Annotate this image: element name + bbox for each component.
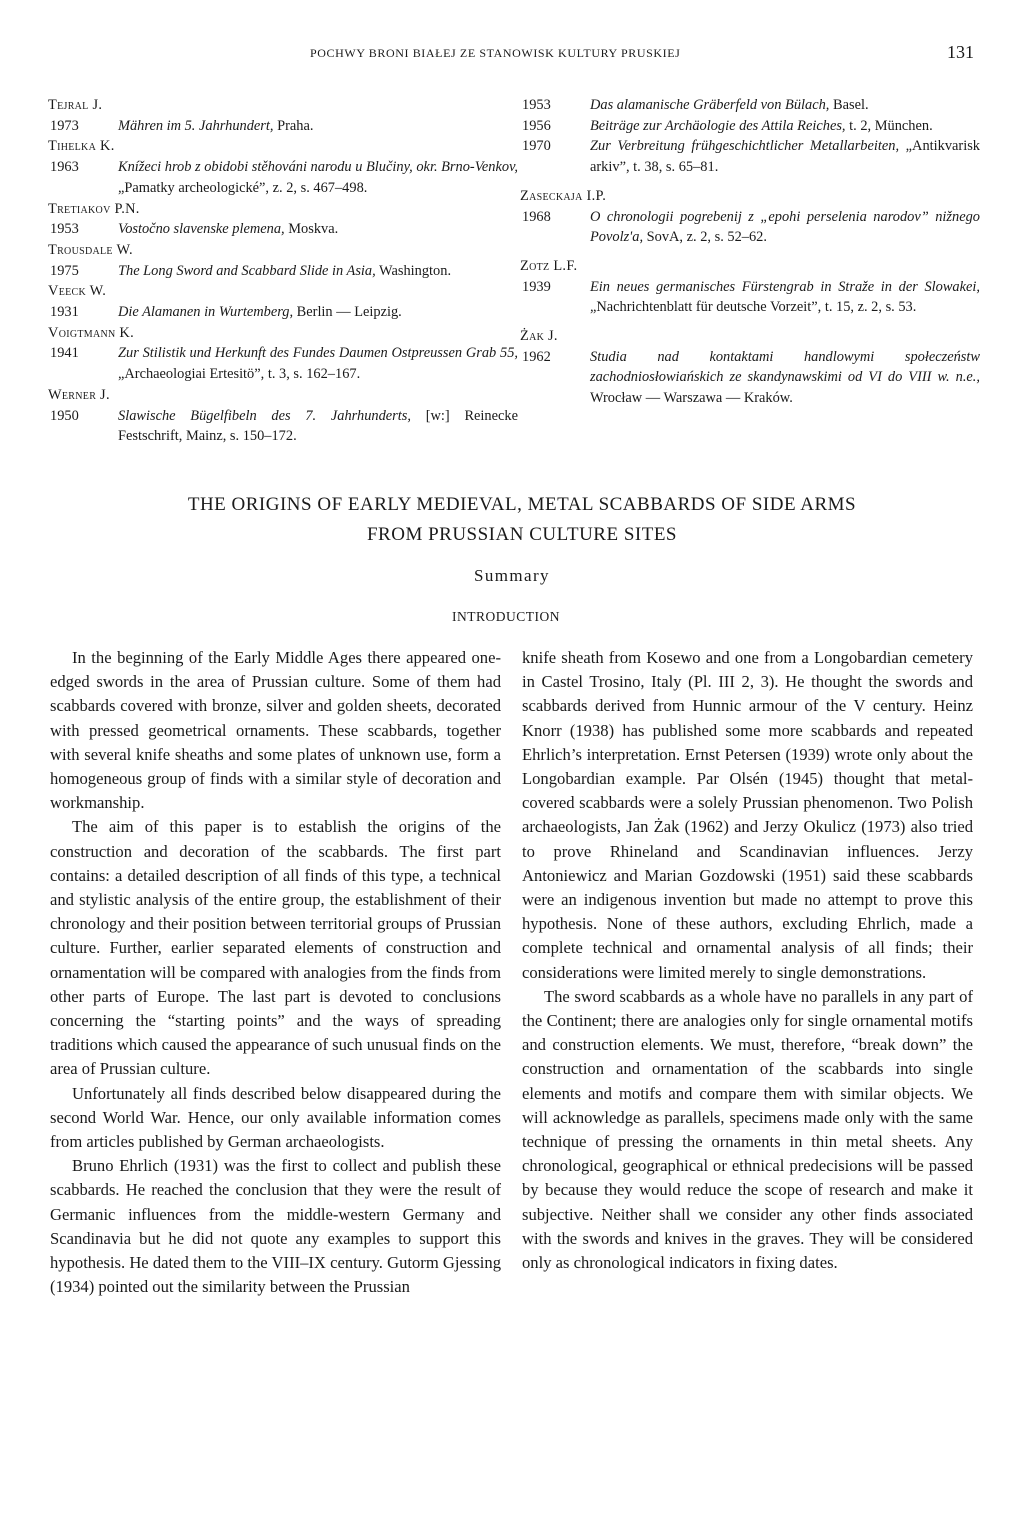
bib-entry — [520, 136, 980, 177]
bib-text — [118, 116, 518, 137]
bib-text — [590, 136, 980, 177]
bib-title: The Long Sword and Scabbard Slide in Asia, — [118, 262, 376, 279]
bib-title: Zur Verbreitung frühgeschichtlicher Metallarbeiten, — [590, 138, 900, 155]
bib-entry — [48, 219, 518, 240]
bib-text — [118, 406, 518, 447]
bib-year: 1941 — [50, 345, 79, 362]
body-left-column — [50, 646, 501, 1299]
body-paragraph: knife sheath from Kosewo and one from a Longobardian cemetery in Castel Trosino, Italy (Pl. III 2, 3). He thought the swords and scabbards derived from Hunnic armour of the V century. Heinz Knorr (1938) has published some more scabbards and repeated Ehrlich’s interpretation. Ernst Petersen (1939) wrote only about the Longobardian example. Par Olsén (1945) thought that metal-covered scabbards were a solely Prussian phenomenon. Two Polish archaeologists, Jan Żak (1962) and Jerzy Okulicz (1973) also tried to prove Rhineland and Scandinavian influences. Jerzy Antoniewicz and Marian Gozdowski (1951) said these scabbards were an indigenous invention but made no attempt to prove this hypothesis. None of these authors, excluding Ehrlich, made a complete technical and ornamental analysis of all finds; their considerations were limited merely to single demonstrations. — [522, 648, 973, 982]
bib-text — [590, 116, 980, 137]
bib-author: Tejral J. — [48, 97, 103, 113]
bib-year: 1975 — [50, 262, 79, 279]
bib-details: „Archaeologiai Ertesitö”, t. 3, s. 162–167. — [118, 366, 361, 383]
article-title-line: THE ORIGINS OF EARLY MEDIEVAL, METAL SCABBARDS OF SIDE ARMS — [187, 494, 857, 515]
bib-title: Zur Stilistik und Herkunft des Fundes Daumen Ostpreussen Grab 55, — [118, 345, 518, 362]
bib-details: „Pamatky archeologické”, z. 2, s. 467–498. — [118, 179, 368, 196]
bib-title: Knížeci hrob z obidobi stěhováni narodu u Blučiny, okr. Brno-Venkov, — [118, 159, 518, 176]
bib-text — [590, 95, 980, 116]
bib-entry — [48, 157, 518, 198]
bib-entry — [48, 261, 518, 282]
bib-year: 1953 — [522, 97, 551, 113]
bib-title: O chronologii pogrebenij z „epohi perselenia narodov” nižnego Povolz'a, — [590, 208, 980, 246]
bib-year: 1939 — [522, 278, 551, 295]
bib-text — [118, 302, 518, 323]
article-title-line: FROM PRUSSIAN CULTURE SITES — [366, 524, 677, 545]
bib-title: Vostočno slavenske plemena, — [118, 221, 285, 238]
bib-text — [118, 261, 518, 282]
bib-text — [118, 343, 518, 384]
bibliography-left-column — [48, 95, 518, 447]
article-title — [60, 490, 984, 550]
bib-entry — [520, 116, 980, 137]
bib-details: [w:] Reinecke Festschrift, Mainz, s. 150–172. — [118, 407, 518, 445]
bib-title: Die Alamanen in Wurtemberg, — [118, 304, 294, 321]
body-paragraph: Unfortunately all finds described below disappeared during the second World War. Hence, our only available information comes from articles published by German archaeologists. — [50, 1083, 501, 1152]
body-paragraph: In the beginning of the Early Middle Ages there appeared one-edged swords in the area of Prussian culture. Some of them had scabbards covered with bronze, silver and golden sheets, decorated with pressed geometrical ornaments. These scabbards, together with several knife sheaths and some plates of unknown use, form a homogeneous group of finds with a similar style of decoration and workmanship. — [50, 648, 501, 813]
bib-entry — [520, 347, 980, 409]
bib-details: „Nachrichtenblatt für deutsche Vorzeit”, t. 15, z. 2, s. 53. — [590, 299, 917, 316]
bib-author: Zaseckaja I.P. — [520, 187, 607, 204]
bib-year: 1953 — [50, 221, 79, 238]
bib-details: „Antikvarisk arkiv”, t. 38, s. 65–81. — [590, 138, 981, 176]
bib-author: Trousdale W. — [48, 241, 133, 258]
bib-title: Mähren im 5. Jahrhundert, — [118, 117, 274, 134]
bib-text — [118, 157, 518, 198]
bib-details: Washington. — [375, 262, 452, 279]
bib-entry — [520, 277, 980, 318]
bib-details: Basel. — [829, 97, 869, 113]
bib-text — [590, 277, 980, 318]
bib-title: Slawische Bügelfibeln des 7. Jahrhunderts, — [118, 407, 411, 424]
bib-year: 1950 — [50, 407, 79, 424]
bib-entry — [520, 95, 980, 116]
bib-details: Moskva. — [284, 221, 339, 238]
bib-text — [118, 219, 518, 240]
bib-text — [590, 347, 980, 409]
bib-details: SovA, z. 2, s. 52–62. — [643, 229, 767, 246]
bibliography-right-column — [520, 95, 980, 409]
bib-title: Das alamanische Gräberfeld von Bülach, — [590, 97, 830, 113]
bib-author: Zotz L.F. — [520, 257, 578, 274]
body-paragraph: The sword scabbards as a whole have no parallels in any part of the Continent; there are analogies only for single ornamental motifs and construction elements. We must, therefore, “break down” the construction and ornamentation of the scabbards into single elements and motifs and compare them with similar objects. We will acknowledge as parallels, specimens made only with the same technique of pressing the ornaments in thin metal sheets. Any chronological, geographical or ethnical predecisions will be passed by because they would reduce the scope of research and make it subjective. Neither shall we consider any other finds associated with the swords and knives in the graves. They will be considered only as chronological indicators in fixing dates. — [522, 986, 973, 1273]
body-paragraph: The aim of this paper is to establish the origins of the construction and decoration of the scabbards. The first part contains: a detailed description of all finds of this type, a technical and stylistic analysis of the entire group, the establishment of their chronology and their position between territorial groups of Prussian culture. Further, earlier separated elements of construction and ornamentation will be compared with analogies from the finds from other parts of Europe. The last part is devoted to conclusions concerning the “starting points” and the ways of spreading traditions which caused the appearance of such unusual finds on the area of Prussian culture. — [50, 817, 501, 1079]
bib-title: Studia nad kontaktami handlowymi społeczeństw zachodniosłowiańskich ze skandynawskimi od VI do VIII w. n.e., — [590, 348, 980, 386]
bib-entry — [48, 406, 518, 447]
bib-author: Tretiakov P.N. — [48, 200, 140, 217]
body-paragraph: Bruno Ehrlich (1931) was the first to collect and publish these scabbards. He reached the conclusion that they were the result of Germanic influences from the middle-western Germany and Scandinavia but he did not quote any examples to support this hypothesis. He dated them to the VIII–IX century. Gutorm Gjessing (1934) pointed out the similarity between the Prussian — [50, 1156, 501, 1297]
body-right-column — [522, 646, 973, 1275]
bib-entry — [520, 207, 980, 248]
summary-heading: Summary — [474, 566, 550, 585]
bib-author: Tihelka K. — [48, 138, 115, 155]
bib-author: Veeck W. — [48, 283, 107, 300]
bib-year: 1968 — [522, 208, 551, 225]
running-title: POCHWY BRONI BIAŁEJ ZE STANOWISK KULTURY PRUSKIEJ — [310, 46, 681, 60]
bib-year: 1963 — [50, 159, 79, 176]
bib-text — [590, 207, 980, 248]
bib-year: 1970 — [522, 138, 551, 155]
section-heading: INTRODUCTION — [452, 609, 560, 624]
bib-details: t. 2, München. — [845, 117, 933, 134]
running-header — [60, 40, 974, 70]
bib-details: Praha. — [273, 117, 314, 134]
bib-author: Werner J. — [48, 386, 110, 403]
bib-year: 1973 — [50, 117, 79, 134]
bib-title: Beiträge zur Archäologie des Attila Reiches, — [590, 117, 846, 134]
bib-title: Ein neues germanisches Fürstengrab in Straže in der Slowakei, — [590, 278, 980, 295]
page-number: 131 — [947, 42, 974, 62]
bib-author: Żak J. — [520, 328, 558, 345]
bib-entry — [48, 116, 518, 137]
bib-details: Wrocław — Warszawa — Kraków. — [590, 390, 793, 407]
bib-year: 1956 — [522, 117, 551, 134]
bib-entry — [48, 302, 518, 323]
bib-year: 1962 — [522, 348, 551, 365]
bib-author: Voigtmann K. — [48, 324, 135, 341]
bib-year: 1931 — [50, 304, 79, 321]
bib-details: Berlin — Leipzig. — [293, 304, 402, 321]
bib-entry — [48, 343, 518, 384]
